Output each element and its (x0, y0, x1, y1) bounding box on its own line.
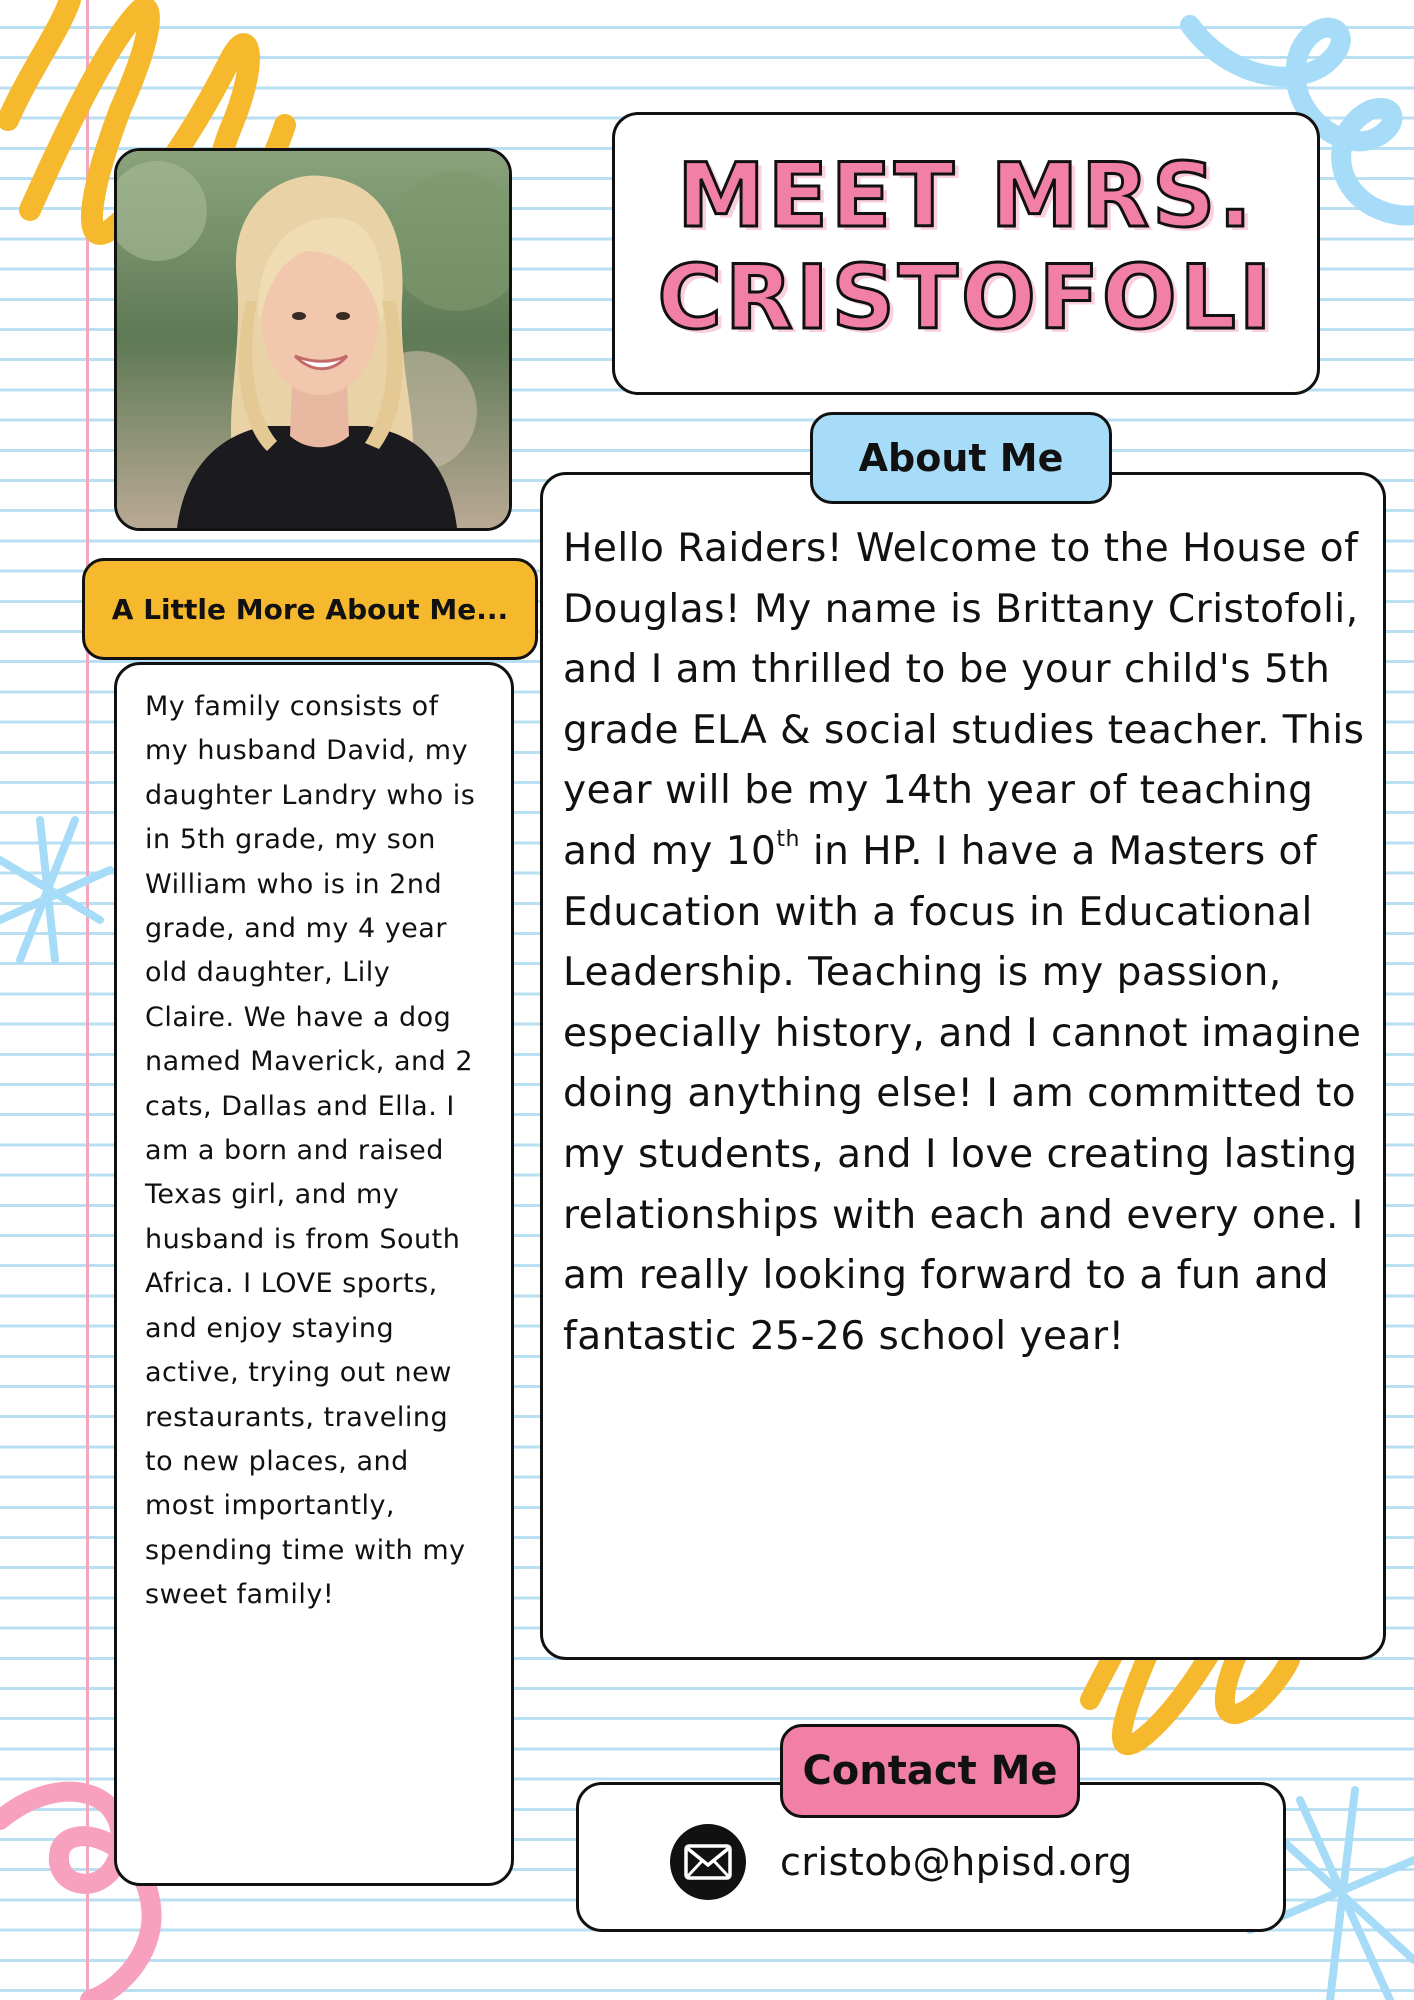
more-box (114, 662, 514, 1886)
envelope-icon (670, 1824, 746, 1900)
about-text: Hello Raiders! Welcome to the House of Douglas! My name is Brittany Cristofoli, and I am thrilled to be your child's 5th grade ELA & social studies teacher. This year will be my 14th year of teaching and my 10th in HP. I have a Masters of Education with a focus in Educational Leadership. Teaching is my passion, especially history, and I cannot imagine doing anything else! I am committed to my students, and I love creating lasting relationships with each and every one. I am really looking forward to a fun and fantastic 25-26 school year! (563, 526, 1365, 1359)
contact-heading: Contact Me (780, 1724, 1080, 1818)
more-text: My family consists of my husband David, my daughter Landry who is in 5th grade, my son William who is in 2nd grade, and my 4 year old daughter, Lily Claire. We have a dog named Maverick, and 2 cats, Dallas and Ella. I am a born and raised Texas girl, and my husband is from South Africa. I LOVE sports, and enjoy staying active, trying out new restaurants, traveling to new places, and most importantly, spending time with my sweet family! (145, 691, 476, 1611)
email-link[interactable]: cristob@hpisd.org (780, 1840, 1133, 1884)
blue-star-left (0, 820, 110, 960)
about-box (540, 472, 1386, 1660)
portrait-image (117, 151, 509, 528)
more-heading: A Little More About Me... (82, 558, 538, 660)
teacher-photo (114, 148, 512, 531)
about-heading: About Me (810, 412, 1112, 504)
title-box (612, 112, 1320, 395)
title-line-1: MEET MRS. (677, 144, 1255, 247)
title-line-2: CRISTOFOLI (657, 246, 1275, 349)
